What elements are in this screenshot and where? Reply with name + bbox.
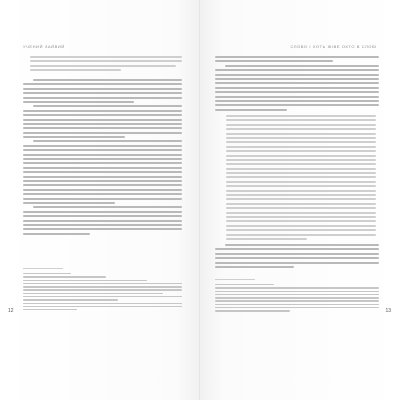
right-body-top-lines (215, 56, 379, 113)
right-block-quote-lines (226, 115, 376, 242)
right-footnote-lines (215, 279, 379, 314)
right-running-head: СЛОВО І ХОТЬ ЖІВЕ ОКТО В СЛОВІ (290, 44, 377, 49)
right-page (200, 0, 400, 400)
left-intro-quote-lines (30, 56, 182, 74)
left-body-lines (23, 79, 182, 237)
right-page-number: 13 (385, 308, 391, 314)
left-running-head: УЧЕНИЙ ЗАЙВИЙ (23, 44, 65, 49)
left-footnote-lines (23, 268, 182, 312)
right-body-bottom-lines (215, 244, 379, 270)
left-page-number: 12 (8, 308, 14, 314)
